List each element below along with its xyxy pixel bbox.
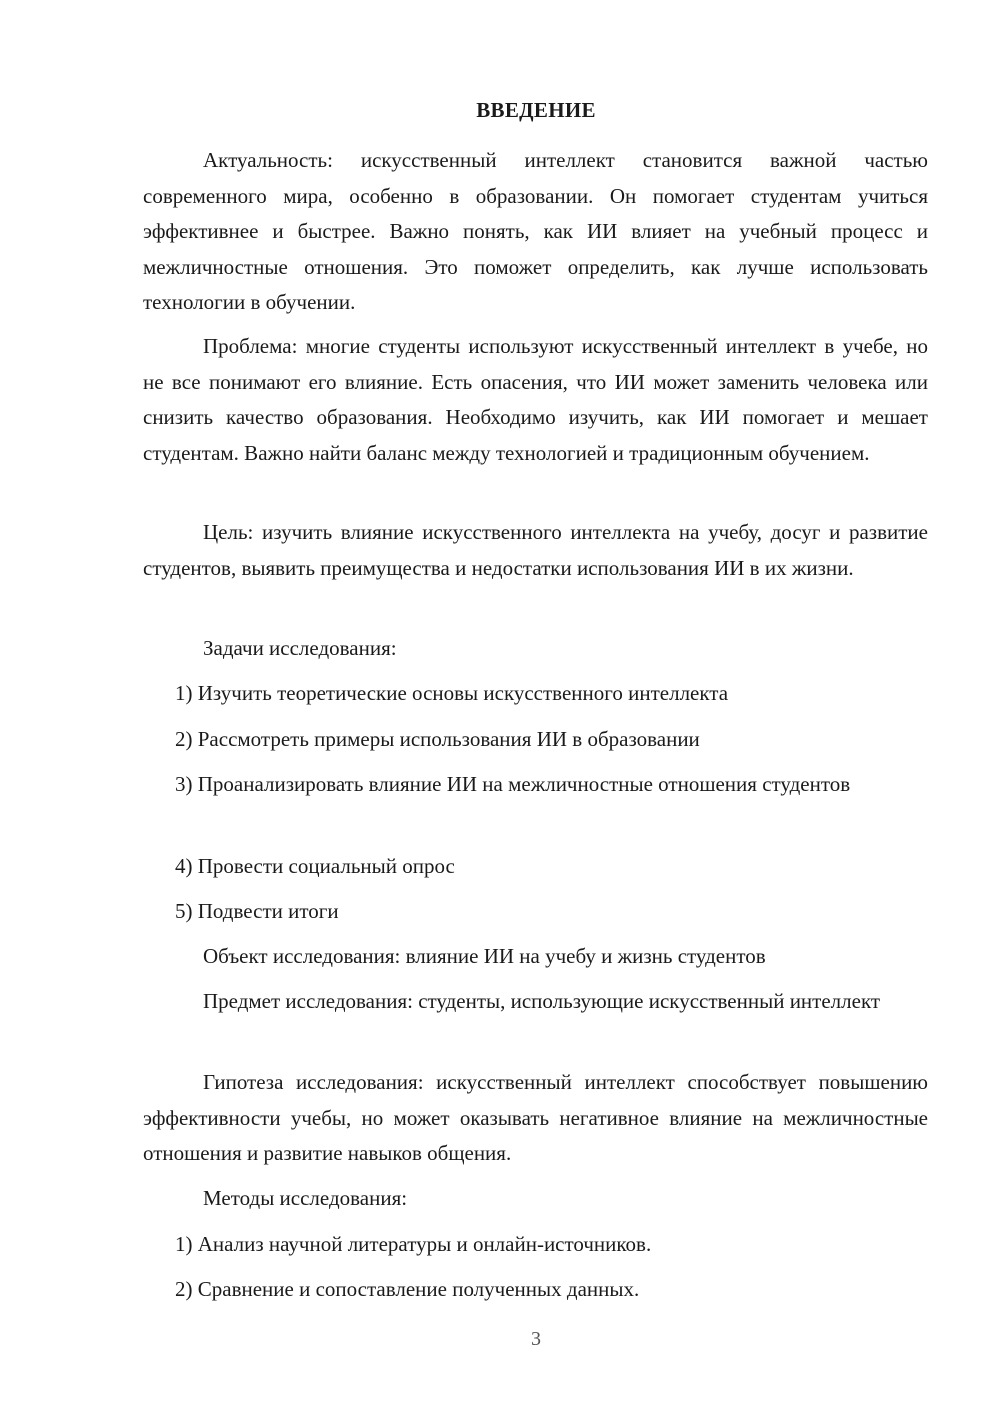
problem-paragraph: Проблема: многие студенты используют искусственный интеллект в учебе, но не все понимают его влияние. Есть опасения, что ИИ может заменить человека или снизить качество образования. Необходимо изучить, как ИИ помогает и мешает студентам. Важно найти баланс между технологией и традиционным обучением. bbox=[143, 334, 928, 465]
page-number: 3 bbox=[531, 1328, 541, 1350]
section-title: ВВЕДЕНИЕ bbox=[476, 98, 596, 122]
goal-paragraph: Цель: изучить влияние искусственного интеллекта на учебу, досуг и развитие студентов, выявить преимущества и недостатки использования ИИ в их жизни. bbox=[143, 520, 928, 580]
method-item-1: 1) Анализ научной литературы и онлайн-источников. bbox=[175, 1232, 652, 1256]
task-item-3: 3) Проанализировать влияние ИИ на межличностные отношения студентов bbox=[175, 772, 851, 796]
task-item-2: 2) Рассмотреть примеры использования ИИ в образовании bbox=[175, 727, 700, 751]
relevance-paragraph: Актуальность: искусственный интеллект становится важной частью современного мира, особенно в образовании. Он помогает студентам учиться эффективнее и быстрее. Важно понять, как ИИ влияет на учебный процесс и межличностные отношения. Это поможет определить, как лучше использовать технологии в обучении. bbox=[143, 148, 928, 314]
hypothesis-paragraph: Гипотеза исследования: искусственный интеллект способствует повышению эффективности учебы, но может оказывать негативное влияние на межличностные отношения и развитие навыков общения. bbox=[143, 1070, 928, 1165]
methods-heading: Методы исследования: bbox=[203, 1186, 408, 1210]
method-item-2: 2) Сравнение и сопоставление полученных данных. bbox=[175, 1277, 640, 1301]
object-paragraph: Объект исследования: влияние ИИ на учебу и жизнь студентов bbox=[203, 944, 766, 968]
subject-paragraph: Предмет исследования: студенты, использующие искусственный интеллект bbox=[203, 989, 881, 1013]
task-item-1: 1) Изучить теоретические основы искусственного интеллекта bbox=[175, 681, 729, 705]
task-item-4: 4) Провести социальный опрос bbox=[175, 854, 455, 878]
task-item-5: 5) Подвести итоги bbox=[175, 899, 339, 923]
tasks-heading: Задачи исследования: bbox=[203, 636, 397, 660]
